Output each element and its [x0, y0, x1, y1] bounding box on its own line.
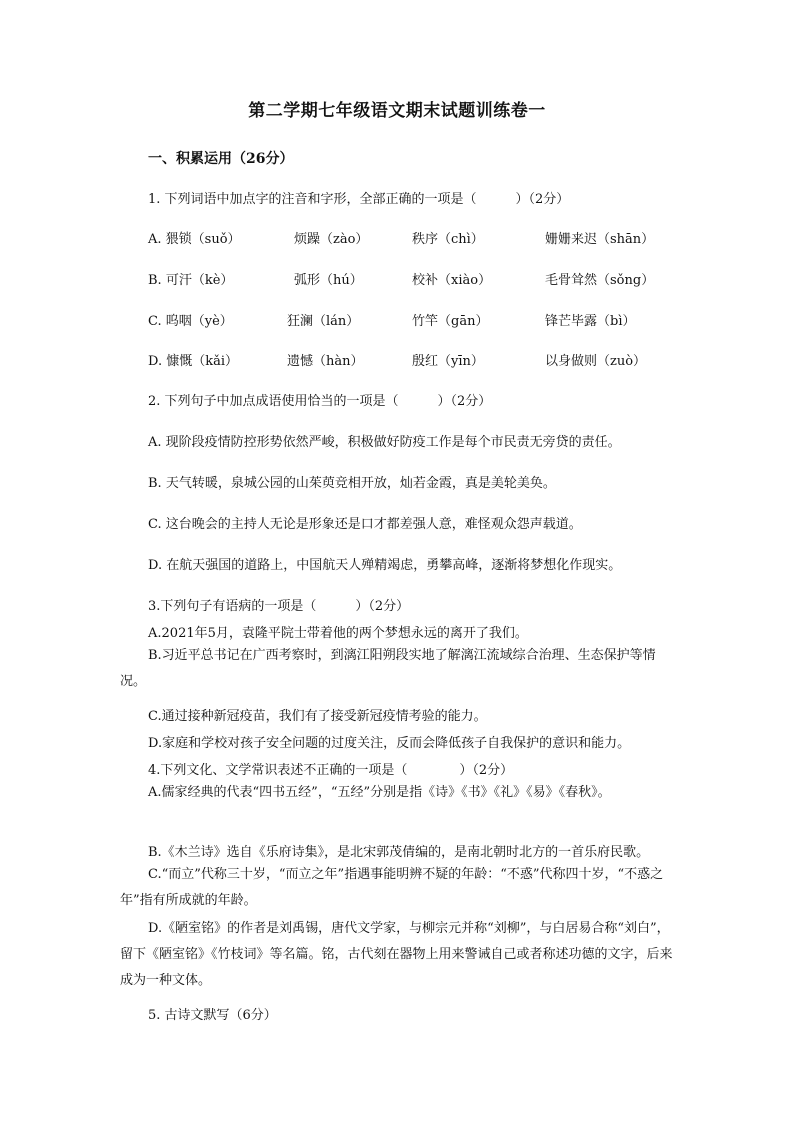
- question-2-option-d: D. 在航天强国的道路上，中国航天人殚精竭虑，勇攀高峰，逐渐将梦想化作现实。: [148, 558, 622, 573]
- question-2-stem: 2. 下列句子中加点成语使用恰当的一项是（ ）（2分）: [148, 394, 492, 409]
- option-word: 狂澜（lán）: [287, 314, 360, 329]
- question-2-option-a: A. 现阶段疫情防控形势依然严峻，积极做好防疫工作是每个市民责无旁贷的责任。: [148, 435, 621, 450]
- question-1-option-d: [148, 350, 708, 370]
- question-4-option-a: A.儒家经典的代表“四书五经”，“五经”分别是指《诗》《书》《礼》《易》《春秋》。: [148, 785, 611, 800]
- question-3-option-b: B.习近平总书记在广西考察时，到漓江阳朔段实地了解漓江流域综合治理、生态保护等情况。: [120, 648, 656, 689]
- option-word: 弧形（hú）: [294, 273, 363, 288]
- question-4-stem: 4.下列文化、文学常识表述不正确的一项是（ ）（2分）: [148, 763, 514, 778]
- question-1-option-c: [148, 310, 708, 330]
- option-word: 殷红（yīn）: [412, 354, 484, 369]
- option-word: C. 呜咽（yè）: [148, 314, 233, 329]
- option-word: 秩序（chì）: [412, 232, 484, 247]
- question-1-option-a: [148, 228, 708, 248]
- option-word: 锋芒毕露（bì）: [545, 314, 636, 329]
- option-word: 姗姗来迟（shān）: [545, 232, 655, 247]
- question-4-option-d: D.《陋室铭》的作者是刘禹锡，唐代文学家，与柳宗元并称“刘柳”，与白居易合称“刘白”，留下《陋室铭》《竹枝词》等名篇。铭，古代刻在器物上用来警诫自己或者称述功德的文字，后来成为一种文体。: [120, 921, 673, 988]
- option-word: A. 猥锁（suǒ）: [148, 232, 241, 247]
- question-5-stem: 5. 古诗文默写（6分）: [148, 1008, 277, 1023]
- question-1-stem: 1. 下列词语中加点字的注音和字形，全部正确的一项是（ ）（2分）: [148, 192, 570, 207]
- question-4-option-c: C.“而立”代称三十岁，“而立之年”指遇事能明辨不疑的年龄：“不惑”代称四十岁，“不惑之年”指有所成就的年龄。: [120, 867, 664, 908]
- option-word: D. 慷慨（kǎi）: [148, 354, 239, 369]
- option-word: 烦躁（zào）: [294, 232, 369, 247]
- question-2-option-b: B. 天气转暖，泉城公园的山茱萸竞相开放，灿若金霞，真是美轮美奂。: [148, 476, 556, 491]
- question-1-option-b: [148, 269, 708, 289]
- section-heading: 一、积累运用（26分）: [148, 151, 294, 167]
- question-2-option-c: C. 这台晚会的主持人无论是形象还是口才都差强人意，难怪观众怨声载道。: [148, 517, 582, 532]
- question-4-option-b: B.《木兰诗》选自《乐府诗集》，是北宋郭茂倩编的，是南北朝时北方的一首乐府民歌。: [148, 845, 650, 860]
- option-word: 毛骨耸然（sǒng）: [545, 273, 655, 288]
- option-word: 校补（xiào）: [412, 273, 492, 288]
- option-word: 遗憾（hàn）: [287, 354, 364, 369]
- option-word: 以身做则（zuò）: [545, 354, 647, 369]
- option-word: 竹竿（gān）: [412, 314, 489, 329]
- question-3-stem: 3.下列句子有语病的一项是（ ）（2分）: [148, 599, 410, 614]
- page-title: 第二学期七年级语文期末试题训练卷一: [248, 101, 546, 121]
- option-word: B. 可汗（kè）: [148, 273, 234, 288]
- question-3-option-c: C.通过接种新冠疫苗，我们有了接受新冠疫情考验的能力。: [148, 709, 487, 724]
- question-3-option-d: D.家庭和学校对孩子安全问题的过度关注，反而会降低孩子自我保护的意识和能力。: [148, 736, 631, 751]
- question-3-option-a: A.2021年5月，袁隆平院士带着他的两个梦想永远的离开了我们。: [148, 626, 528, 641]
